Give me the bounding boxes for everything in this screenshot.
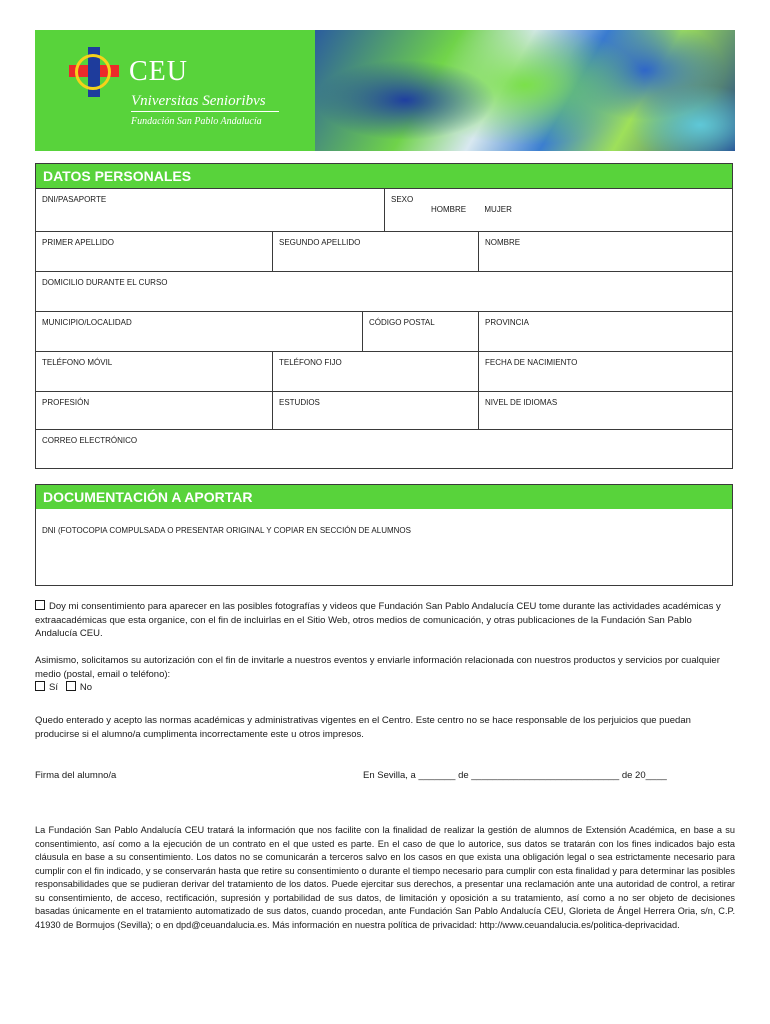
form-row (36, 311, 732, 351)
events-consent-text: Asimismo, solicitamos su autorización con el fin de invitarle a nuestros eventos y enviarle información relacionada con nuestros productos y servicios por cualquier medio (postal, email o teléfono): (35, 655, 720, 680)
dni-note: DNI (FOTOCOPIA COMPULSADA O PRESENTAR ORIGINAL Y COPIAR EN SECCIÓN DE ALUMNOS (42, 526, 411, 535)
datos-personales-title: DATOS PERSONALES (36, 164, 732, 188)
profesion-label: PROFESIÓN (42, 398, 90, 407)
privacy-clause: La Fundación San Pablo Andalucía CEU tratará la información que nos facilite con la finalidad de realizar la gestión de alumnos de Extensión Académica, en base a su consentimiento, así como a la ejecución de un contrato en el que usted es parte. En el caso de que lo autorice, sus datos se tratarán con los fines indicados bajo esta cláusula en base a su consentimiento. Los datos no se comunicarán a terceros salvo en los casos en que exista una obligación legal o sea estrictamente necesario para cumplir con el fin indicado, y se conservarán hasta que retire su consentimiento o durante el tiempo necesario para cumplir con esta finalidad y para determinar las posibles responsabilidades que se pudieran derivar del tratamiento de los datos. Puede ejercitar sus derechos, a presentar una reclamación ante una autoridad de control, a retirar su consentimiento, de acceso, rectificación, supresión y portabilidad de sus datos, de limitación y oposición a su tratamiento, así como a no ser objeto de decisiones basadas únicamente en el tratamiento automatizado de sus datos, cuando procedan, ante Fundación San Pablo Andalucía CEU, Glorieta de Ángel Herrera Oria, s/n, C.P. 41930 de Bormujos (Sevilla); o en dpd@ceuandalucia.es. Más información en nuestra política de privacidad: http://www.ceuandalucia.es/politica-deprivacidad. (35, 825, 735, 930)
logo-brand: CEU (129, 56, 188, 87)
fecha-line[interactable]: En Sevilla, a _______ de ____________________________ de 20____ (363, 770, 667, 781)
ceu-cross-ring (75, 54, 111, 90)
form-row (36, 271, 732, 311)
sexo-field (384, 189, 732, 231)
si-label: Sí (49, 682, 58, 693)
correo-field[interactable] (36, 430, 732, 468)
form-row (36, 391, 732, 429)
correo-label: CORREO ELECTRÓNICO (42, 436, 138, 445)
documentacion-section (35, 484, 733, 586)
photo-consent-checkbox[interactable] (35, 600, 45, 610)
form-row (36, 429, 732, 468)
form-row (36, 509, 732, 585)
logo-foundation: Fundación San Pablo Andalucía (131, 116, 262, 127)
logo-divider (131, 111, 279, 112)
primer-apellido-label: PRIMER APELLIDO (42, 238, 115, 247)
municipio-label: MUNICIPIO/LOCALIDAD (42, 318, 132, 327)
photo-consent-text: Doy mi consentimiento para aparecer en las posibles fotografías y videos que Fundación San Pablo Andalucía CEU tome durante las actividades académicas y extraacadémicas que esta organice, con el fin de incluirlas en el Sitio Web, otros medios de comunicación, y otras publicaciones de la Fundación San Pablo Andalucía CEU. (35, 601, 721, 639)
fecha-nacimiento-label: FECHA DE NACIMIENTO (485, 358, 578, 367)
nivel-idiomas-label: NIVEL DE IDIOMAS (485, 398, 558, 407)
header-artwork (315, 30, 735, 151)
fecha-nacimiento-field[interactable] (478, 352, 732, 391)
sexo-label: SEXO (391, 195, 414, 204)
logo-subtitle: Vniversitas Senioribvs (131, 93, 266, 109)
provincia-field[interactable] (478, 312, 732, 351)
telefono-fijo-label: TELÉFONO FIJO (279, 358, 342, 367)
primer-apellido-field[interactable] (36, 232, 272, 271)
domicilio-label: DOMICILIO DURANTE EL CURSO (42, 278, 168, 287)
events-consent (35, 654, 735, 695)
logo-panel (35, 30, 315, 151)
hombre-option[interactable]: HOMBRE (431, 205, 467, 214)
documentacion-title: DOCUMENTACIÓN A APORTAR (36, 485, 732, 509)
telefono-movil-label: TELÉFONO MÓVIL (42, 358, 113, 367)
segundo-apellido-label: SEGUNDO APELLIDO (279, 238, 361, 247)
nombre-field[interactable] (478, 232, 732, 271)
codigo-postal-field[interactable] (362, 312, 478, 351)
telefono-fijo-field[interactable] (272, 352, 478, 391)
form-row (36, 188, 732, 231)
segundo-apellido-field[interactable] (272, 232, 478, 271)
si-checkbox[interactable] (35, 681, 45, 691)
form-row (36, 231, 732, 271)
firma-label: Firma del alumno/a (35, 770, 117, 781)
telefono-movil-field[interactable] (36, 352, 272, 391)
dni-field[interactable] (36, 189, 384, 231)
profesion-field[interactable] (36, 392, 272, 429)
nivel-idiomas-field[interactable] (478, 392, 732, 429)
dni-label: DNI/PASAPORTE (42, 195, 107, 204)
documentacion-field[interactable] (36, 509, 732, 585)
estudios-label: ESTUDIOS (279, 398, 320, 407)
header-banner (35, 30, 735, 151)
datos-personales-section (35, 163, 733, 469)
events-consent-options (35, 681, 735, 695)
codigo-postal-label: CÓDIGO POSTAL (369, 318, 435, 327)
municipio-field[interactable] (36, 312, 362, 351)
no-label: No (79, 682, 93, 693)
norms-statement: Quedo enterado y acepto las normas académicas y administrativas vigentes en el Centro. Este centro no se hace responsable de los perjuicios que puedan producirse si el alumno/a cumplimenta incorrectamente este u otros impresos. (35, 715, 691, 740)
estudios-field[interactable] (272, 392, 478, 429)
provincia-label: PROVINCIA (485, 318, 530, 327)
photo-consent (35, 600, 735, 641)
no-checkbox[interactable] (66, 681, 76, 691)
domicilio-field[interactable] (36, 272, 732, 311)
mujer-option[interactable]: MUJER (484, 205, 512, 214)
form-row (36, 351, 732, 391)
nombre-label: NOMBRE (485, 238, 521, 247)
